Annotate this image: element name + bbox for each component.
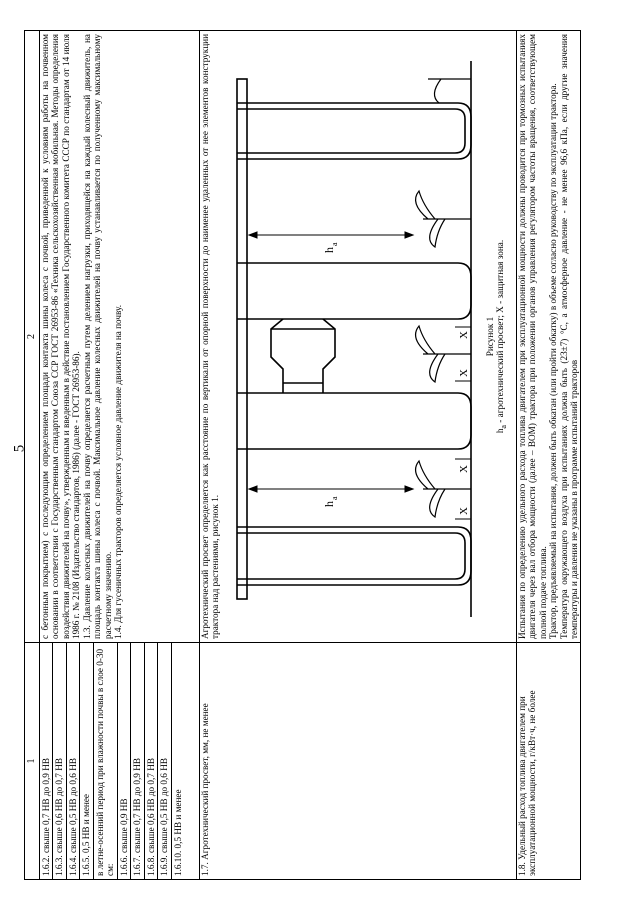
table-header-row: [25, 31, 40, 880]
table-row: [516, 31, 580, 880]
right-cell-fuel: [516, 31, 580, 643]
requirements-table: [24, 30, 581, 880]
paragraph: 1.3. Давление колесных движителей на почву определяется расчетным путем делением нагрузки, приходящейся на каждый колесный движитель, на площадь контакта шины колеса с почвой. Максимальное давление колесных движителей на почву устанавливается по полученному максимальному расчетному значению.: [81, 34, 113, 639]
paragraph: Температура окружающего воздуха при испытаниях должна быть (23±7) °С, а атмосферное давление - не менее 96,6 кПа, если другие значения температуры и давления не указаны в программе испытаний тракторов: [558, 34, 580, 639]
list-item: 1.6.2. свыше 0,7 НВ до 0,9 НВ: [40, 643, 53, 879]
list-item: 1.6.3. свыше 0,6 НВ до 0,7 НВ: [53, 643, 66, 879]
table-row: [200, 31, 517, 880]
caption-symbol: h: [495, 428, 506, 434]
right-cell-pressure: [40, 31, 200, 643]
rotated-page-area: [24, 30, 594, 880]
figure-caption: [495, 34, 508, 639]
paragraph: с бетонным покрытием) с последующим определением площади контакта шины колеса с почвой, приведенной к условиям работы на почвенном основании в соответствии с Государственным стандартом Союза ССР ГОСТ 26953-86 «Техника сельскохозяйственная мобильная. Методы определения воздействия движителей на почву», утвержденным и введенным в действие постановлением Государственного комитета СССР по стандартам от 14 июля 1986 г. № 2108 (Издательство стандартов, 1986) (далее - ГОСТ 26953-86).: [40, 34, 82, 639]
list-item: 1.6.10. 0,5 НВ и менее: [172, 789, 183, 876]
figure-1: [221, 34, 516, 639]
column-1-header: 1: [25, 643, 40, 880]
label-h-sub: a: [329, 496, 339, 500]
page-number: 5: [11, 444, 28, 453]
list-item: в летне-осенний период при влажности почвы в слое 0-30 см:: [94, 643, 118, 879]
list-item: 1.6.7. свыше 0,7 НВ до 0,9 НВ: [131, 643, 144, 879]
paragraph: Испытания по определению удельного расхода топлива двигателем при эксплуатационной мощности должны проводится при тормозных испытаниях двигателя через вал отбора мощности (далее – ВОМ) трактора при положении органов управления регулятором частоты вращения, соответствующем полной подаче топлива.: [516, 34, 548, 639]
paragraph: 1.4. Для гусеничных тракторов определяется условное давление движителя на почву.: [113, 305, 124, 639]
list-item: 1.6.8. свыше 0,6 НВ до 0,7 НВ: [145, 643, 158, 879]
list-item: 1.6.5. 0,5 НВ и менее: [80, 643, 93, 879]
left-cell-fuel: 1.8. Удельный расход топлива двигателем при эксплуатационной мощности, г/кВт·ч, не более: [516, 643, 580, 880]
right-cell-clearance: [200, 31, 517, 643]
label-x: X: [457, 507, 470, 515]
requirements-table-container: [24, 30, 594, 880]
label-x: X: [457, 369, 470, 377]
paragraph: Трактор, предъявляемый на испытания, должен быть обкатан (или пройти обкатку) в объеме согласно руководству по эксплуатации трактора.: [548, 83, 559, 639]
caption-text: - агротехнический просвет; X - защитная зона.: [495, 239, 506, 426]
list-item: 1.6.6. свыше 0,9 НВ: [118, 643, 131, 879]
table-row: [40, 31, 200, 880]
left-cell-items: [40, 643, 200, 880]
label-h: h: [321, 247, 336, 253]
label-x: X: [457, 331, 470, 339]
list-item: 1.6.4. свыше 0,5 НВ до 0,6 НВ: [67, 643, 80, 879]
column-2-header: 2: [25, 31, 40, 643]
left-cell-clearance: 1.7. Агротехнический просвет, мм, не менее: [200, 643, 517, 880]
figure-title: Рисунок 1: [484, 316, 495, 357]
label-x: X: [457, 465, 470, 473]
tractor-clearance-diagram: [223, 59, 481, 619]
label-h: h: [321, 501, 336, 507]
label-h-sub: a: [329, 242, 339, 246]
paragraph: Агротехнический просвет определяется как расстояние по вертикали от опорной поверхности до наименее удаленных от нее элементов конструкции трактора над растениями, рисунок 1.: [200, 34, 221, 639]
caption-subscript: a: [499, 425, 509, 429]
list-item: 1.6.9. свыше 0,5 НВ до 0,6 НВ: [158, 643, 171, 879]
